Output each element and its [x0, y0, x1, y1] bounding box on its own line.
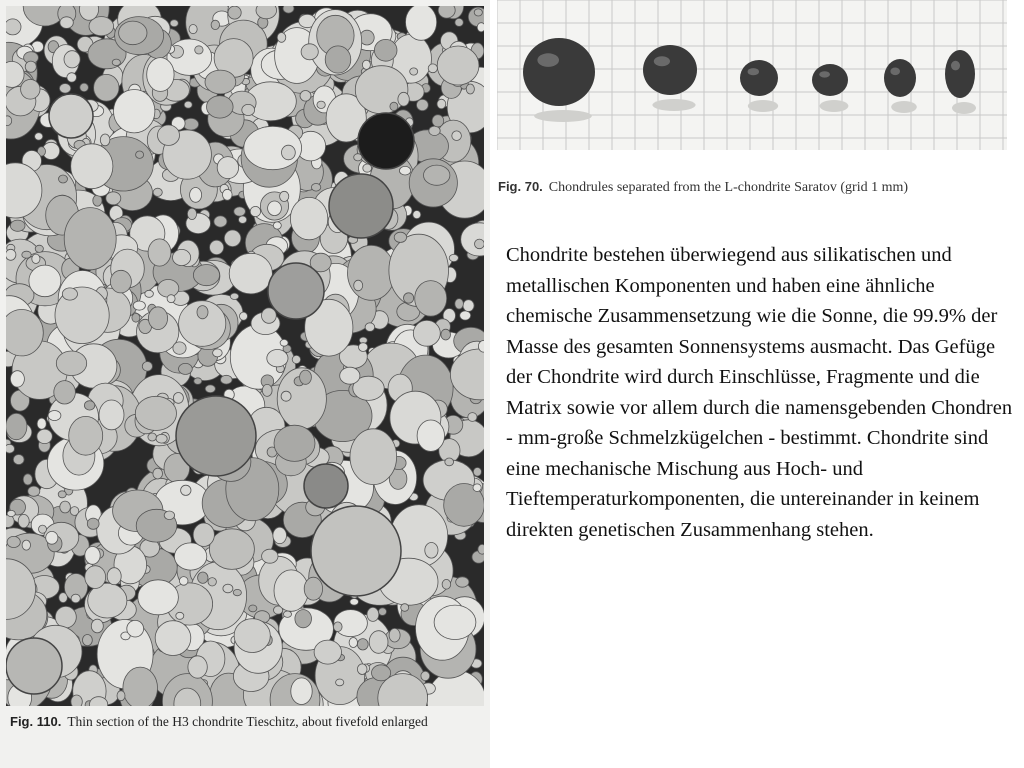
figure-70-caption — [498, 178, 1018, 197]
figure-110-label: Fig. 110. — [10, 714, 62, 729]
figure-70-label: Fig. 70. — [498, 179, 543, 194]
figure-110-caption — [10, 713, 484, 731]
figure-110-caption-text: Thin section of the H3 chondrite Tieschitz, about fivefold enlarged — [67, 714, 428, 729]
figure-110 — [0, 0, 490, 768]
figure-70-image — [497, 0, 1007, 150]
figure-70-caption-text: Chondrules separated from the L-chondrite Saratov (grid 1 mm) — [548, 180, 909, 195]
body-paragraph: Chondrite bestehen überwiegend aus silikatischen und metallischen Komponenten und haben eine ähnliche chemische Zusammensetzung wie die Sonne, die 99.9% der Masse des gesamten Sonnensystems ausmacht. Das Gefüge der Chondrite wird durch Einschlüsse, Fragmente und die Matrix sowie vor allem durch die namensgebenden Chondren - mm-große Schmelzkügelchen - bestimmt. Chondrite sind eine mechanische Mischung aus Hoch- und Tieftemperaturkomponenten, die untereinander in keinem direkten genetischen Zusammenhang stehen. — [506, 244, 1013, 541]
chondrules-grid-photo-icon — [497, 0, 1007, 150]
thin-section-micrograph-image — [6, 6, 484, 706]
thin-section-micrograph-icon — [6, 6, 484, 706]
